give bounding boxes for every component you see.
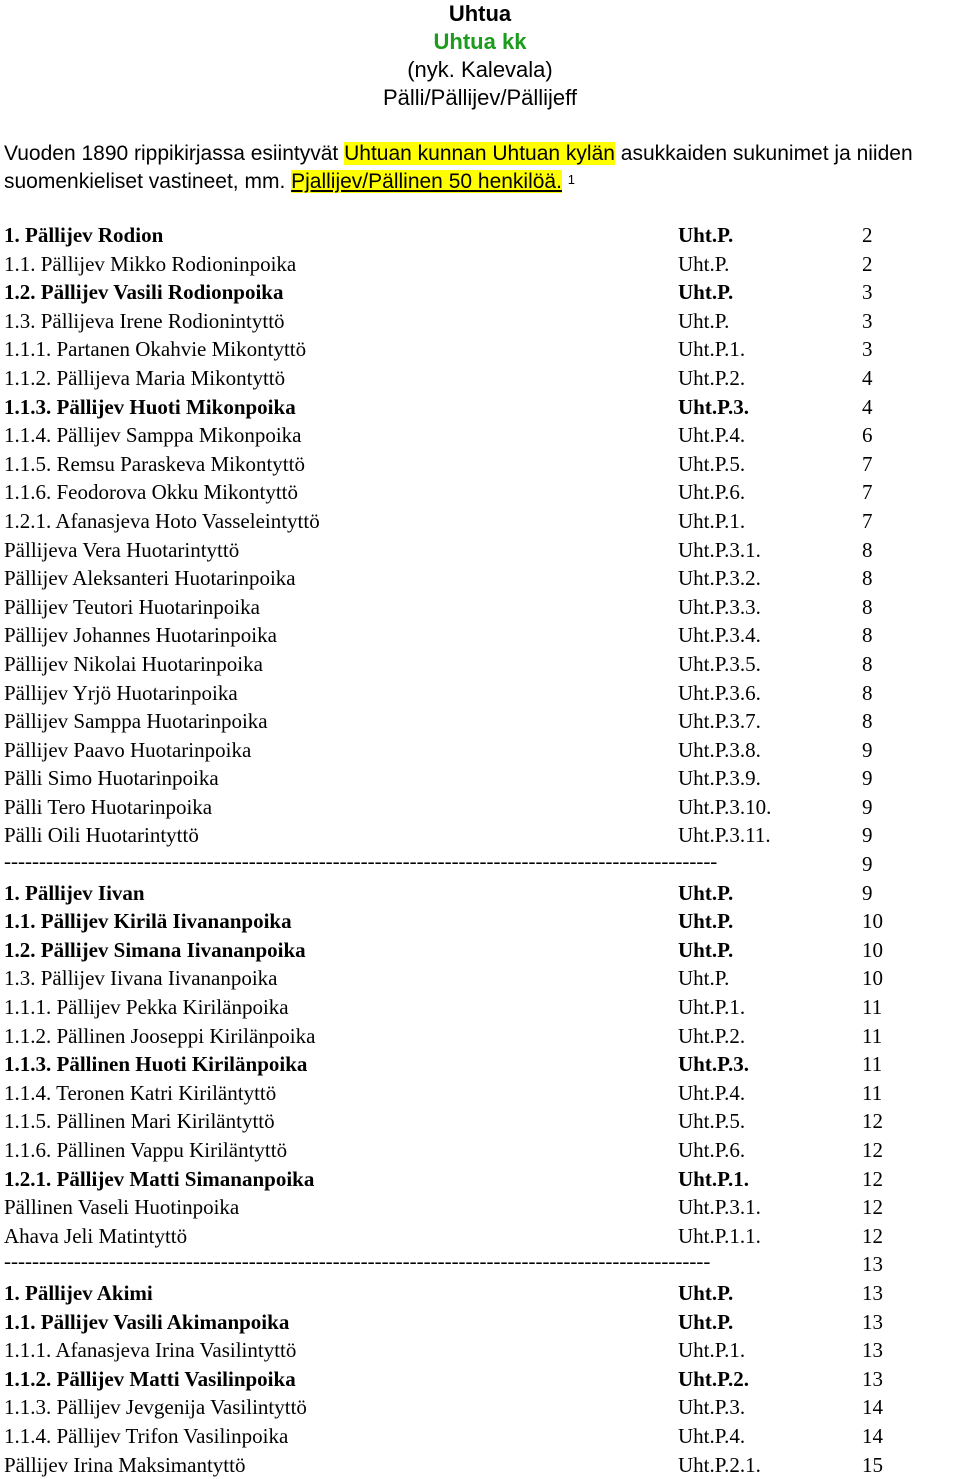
person-name: 1. Pällijev Akimi — [4, 1280, 153, 1305]
person-name: 1. Pällijev Iivan — [4, 880, 145, 905]
person-row — [4, 1393, 956, 1422]
separator-line: ------------------------------------------------------------------------------------------------------ — [4, 849, 718, 874]
page-number: 13 — [862, 1366, 883, 1391]
person-row — [4, 1079, 956, 1108]
person-row — [4, 393, 956, 422]
reference-code: Uht.P.3.6. — [678, 680, 761, 705]
person-row — [4, 1107, 956, 1136]
person-name: 1.3. Pällijeva Irene Rodionintyttö — [4, 308, 285, 333]
page-number: 9 — [862, 823, 873, 848]
person-name: 1.1.4. Pällijev Samppa Mikonpoika — [4, 423, 302, 448]
person-name: Pällijev Nikolai Huotarinpoika — [4, 651, 263, 676]
page-number: 12 — [862, 1166, 883, 1191]
footnote-marker: 1 — [567, 172, 576, 187]
person-row — [4, 650, 956, 679]
person-row — [4, 335, 956, 364]
reference-code: Uht.P.4. — [678, 1080, 746, 1105]
reference-code: Uht.P.3.5. — [678, 651, 761, 676]
person-name: Pällijev Yrjö Huotarinpoika — [4, 680, 238, 705]
person-name: 1.1.1. Afanasjeva Irina Vasilintyttö — [4, 1338, 297, 1363]
page-number: 9 — [862, 766, 873, 791]
person-row — [4, 1422, 956, 1451]
person-name: 1.2.1. Pällijev Matti Simananpoika — [4, 1166, 315, 1191]
person-name: Pällijev Samppa Huotarinpoika — [4, 709, 268, 734]
person-row — [4, 679, 956, 708]
person-row — [4, 907, 956, 936]
person-row — [4, 536, 956, 565]
reference-code: Uht.P. — [678, 280, 734, 305]
separator-row — [4, 850, 956, 879]
person-row — [4, 1365, 956, 1394]
person-row — [4, 1308, 956, 1337]
reference-code: Uht.P.2. — [678, 1023, 746, 1048]
page-number: 6 — [862, 423, 873, 448]
person-row — [4, 964, 956, 993]
document-header — [0, 0, 960, 112]
person-row — [4, 593, 956, 622]
person-row — [4, 1165, 956, 1194]
reference-code: Uht.P.3.9. — [678, 766, 761, 791]
page-number: 11 — [862, 995, 883, 1020]
page-number: 11 — [862, 1023, 883, 1048]
reference-code: Uht.P.3.10. — [678, 794, 772, 819]
person-name: 1.1.3. Pällijev Jevgenija Vasilintyttö — [4, 1395, 307, 1420]
reference-code: Uht.P.3.2. — [678, 566, 761, 591]
person-name: 1.1.4. Teronen Katri Kiriläntyttö — [4, 1080, 277, 1105]
page-number: 9 — [862, 880, 873, 905]
reference-code: Uht.P.5. — [678, 451, 746, 476]
reference-code: Uht.P.2. — [678, 1366, 749, 1391]
page-number: 2 — [862, 251, 873, 276]
page-number: 3 — [862, 337, 873, 362]
page-number: 14 — [862, 1395, 883, 1420]
surname-variants: Pälli/Pällijev/Pällijeff — [382, 85, 577, 110]
person-name: Pällijev Teutori Huotarinpoika — [4, 594, 260, 619]
separator-row — [4, 1250, 956, 1279]
highlighted-text: Uhtuan kunnan Uhtuan kylän — [344, 142, 615, 165]
person-row — [4, 1136, 956, 1165]
person-row — [4, 450, 956, 479]
person-name: Pällijev Johannes Huotarinpoika — [4, 623, 277, 648]
person-name: 1. Pällijev Rodion — [4, 223, 164, 247]
page-number: 11 — [862, 1052, 883, 1077]
person-name: Pälli Tero Huotarinpoika — [4, 794, 213, 819]
page-number: 12 — [862, 1138, 883, 1162]
person-row — [4, 564, 956, 593]
reference-code: Uht.P.1. — [678, 1338, 746, 1363]
person-name: Pällijev Paavo Huotarinpoika — [4, 737, 252, 762]
reference-code: Uht.P.3.4. — [678, 623, 761, 648]
person-name: 1.1.5. Remsu Paraskeva Mikontyttö — [4, 451, 305, 476]
person-name: 1.1.1. Pällijev Pekka Kirilänpoika — [4, 995, 289, 1020]
reference-code: Uht.P. — [678, 909, 734, 934]
reference-code: Uht.P.1. — [678, 337, 746, 362]
person-row — [4, 1279, 956, 1308]
document-note: (nyk. Kalevala) — [407, 57, 553, 82]
reference-code: Uht.P.3. — [678, 394, 749, 419]
reference-code: Uht.P.4. — [678, 1423, 746, 1448]
reference-code: Uht.P.3.1. — [678, 537, 761, 562]
person-name: 1.1.6. Pällinen Vappu Kiriläntyttö — [4, 1138, 288, 1162]
page-number: 7 — [862, 480, 873, 505]
person-row — [4, 1193, 956, 1222]
person-row — [4, 707, 956, 736]
person-name: Pällijeva Vera Huotarintyttö — [4, 537, 240, 562]
page-number: 3 — [862, 308, 873, 333]
reference-code: Uht.P. — [678, 966, 730, 991]
person-row — [4, 307, 956, 336]
person-name: Pälli Simo Huotarinpoika — [4, 766, 219, 791]
reference-code: Uht.P.3.3. — [678, 594, 761, 619]
person-row — [4, 364, 956, 393]
reference-code: Uht.P.2. — [678, 365, 746, 390]
person-row — [4, 621, 956, 650]
person-name: Ahava Jeli Matintyttö — [4, 1223, 188, 1248]
page-number: 8 — [862, 680, 873, 705]
page-number: 9 — [862, 794, 873, 819]
reference-code: Uht.P.4. — [678, 423, 746, 448]
person-name: 1.1.4. Pällijev Trifon Vasilinpoika — [4, 1423, 289, 1448]
person-name: 1.2. Pällijev Simana Iivananpoika — [4, 937, 306, 962]
person-name: 1.1.2. Pällijeva Maria Mikontyttö — [4, 365, 286, 390]
page-number: 14 — [862, 1423, 883, 1448]
reference-code: Uht.P. — [678, 880, 734, 905]
person-row — [4, 821, 956, 850]
reference-code: Uht.P.1. — [678, 508, 746, 533]
page-number: 12 — [862, 1109, 883, 1134]
page-number: 8 — [862, 651, 873, 676]
page-number: 4 — [862, 394, 873, 419]
page-number: 15 — [862, 1452, 883, 1477]
page-number: 12 — [862, 1223, 883, 1248]
page-number: 10 — [862, 909, 883, 934]
person-name: 1.1.5. Pällinen Mari Kiriläntyttö — [4, 1109, 275, 1134]
intro-paragraph — [4, 140, 954, 196]
page-number: 4 — [862, 365, 873, 390]
page-number: 7 — [862, 451, 873, 476]
person-list — [4, 221, 956, 1479]
document-title: Uhtua — [448, 1, 512, 26]
person-name: Pällijev Irina Maksimantyttö — [4, 1452, 246, 1477]
reference-code: Uht.P.3.1. — [678, 1195, 761, 1220]
separator-line: ----------------------------------------------------------------------------------------------------- — [4, 1249, 711, 1274]
person-name: 1.1. Pällijev Vasili Akimanpoika — [4, 1309, 290, 1334]
person-row — [4, 1222, 956, 1251]
reference-code: Uht.P.3.7. — [678, 709, 761, 734]
person-row — [4, 507, 956, 536]
person-name: 1.1.3. Pällinen Huoti Kirilänpoika — [4, 1052, 308, 1077]
page-number: 13 — [862, 1252, 883, 1277]
page-number: 10 — [862, 937, 883, 962]
person-name: 1.2. Pällijev Vasili Rodionpoika — [4, 280, 284, 305]
page-number: 2 — [862, 223, 873, 247]
reference-code: Uht.P. — [678, 223, 734, 247]
person-name: 1.1.2. Pällijev Matti Vasilinpoika — [4, 1366, 296, 1391]
page-number: 11 — [862, 1080, 883, 1105]
person-row — [4, 421, 956, 450]
person-name: 1.2.1. Afanasjeva Hoto Vasseleintyttö — [4, 508, 320, 533]
reference-code: Uht.P. — [678, 308, 730, 333]
reference-code: Uht.P. — [678, 1280, 734, 1305]
underlined-highlighted-text: Pjallijev/Pällinen 50 henkilöä. — [291, 170, 562, 193]
reference-code: Uht.P.6. — [678, 480, 746, 505]
person-name: Pälli Oili Huotarintyttö — [4, 823, 199, 848]
reference-code: Uht.P.6. — [678, 1138, 746, 1162]
person-name: 1.1. Pällijev Mikko Rodioninpoika — [4, 251, 297, 276]
person-name: Pällinen Vaseli Huotinpoika — [4, 1195, 240, 1220]
page-number: 8 — [862, 537, 873, 562]
person-name: 1.1.3. Pällijev Huoti Mikonpoika — [4, 394, 296, 419]
reference-code: Uht.P.3.11. — [678, 823, 771, 848]
person-name: 1.1. Pällijev Kirilä Iivananpoika — [4, 909, 292, 934]
person-row — [4, 478, 956, 507]
reference-code: Uht.P.5. — [678, 1109, 746, 1134]
page-number: 3 — [862, 280, 873, 305]
person-row — [4, 793, 956, 822]
reference-code: Uht.P.3.8. — [678, 737, 761, 762]
person-name: 1.1.1. Partanen Okahvie Mikontyttö — [4, 337, 307, 362]
person-name: 1.3. Pällijev Iivana Iivananpoika — [4, 966, 278, 991]
reference-code: Uht.P. — [678, 1309, 734, 1334]
person-row — [4, 221, 956, 250]
person-row — [4, 278, 956, 307]
page-number: 12 — [862, 1195, 883, 1220]
page-number: 9 — [862, 852, 873, 877]
reference-code: Uht.P. — [678, 251, 730, 276]
page-number: 8 — [862, 709, 873, 734]
page-number: 13 — [862, 1338, 883, 1363]
page-number: 8 — [862, 594, 873, 619]
person-name: 1.1.6. Feodorova Okku Mikontyttö — [4, 480, 298, 505]
document-subtitle: Uhtua kk — [433, 29, 527, 54]
person-name: Pällijev Aleksanteri Huotarinpoika — [4, 566, 296, 591]
person-name: 1.1.2. Pällinen Jooseppi Kirilänpoika — [4, 1023, 316, 1048]
person-row — [4, 879, 956, 908]
person-row — [4, 1336, 956, 1365]
page-number: 7 — [862, 508, 873, 533]
reference-code: Uht.P.3. — [678, 1052, 749, 1077]
person-row — [4, 736, 956, 765]
page-number: 9 — [862, 737, 873, 762]
person-row — [4, 250, 956, 279]
reference-code: Uht.P. — [678, 937, 734, 962]
intro-text-2: asukkaiden sukunimet ja niiden suomenkieliset vastineet, mm. — [4, 142, 913, 193]
page-number: 8 — [862, 623, 873, 648]
person-row — [4, 1022, 956, 1051]
reference-code: Uht.P.1. — [678, 1166, 749, 1191]
reference-code: Uht.P.1. — [678, 995, 746, 1020]
page-number: 8 — [862, 566, 873, 591]
person-row — [4, 993, 956, 1022]
person-row — [4, 1050, 956, 1079]
person-row — [4, 764, 956, 793]
reference-code: Uht.P.1.1. — [678, 1223, 761, 1248]
intro-text-1: Vuoden 1890 rippikirjassa esiintyvät — [4, 142, 345, 165]
person-row — [4, 1451, 956, 1479]
reference-code: Uht.P.3. — [678, 1395, 746, 1420]
person-row — [4, 936, 956, 965]
page-number: 10 — [862, 966, 883, 991]
reference-code: Uht.P.2.1. — [678, 1452, 761, 1477]
page-number: 13 — [862, 1309, 883, 1334]
page-number: 13 — [862, 1280, 883, 1305]
